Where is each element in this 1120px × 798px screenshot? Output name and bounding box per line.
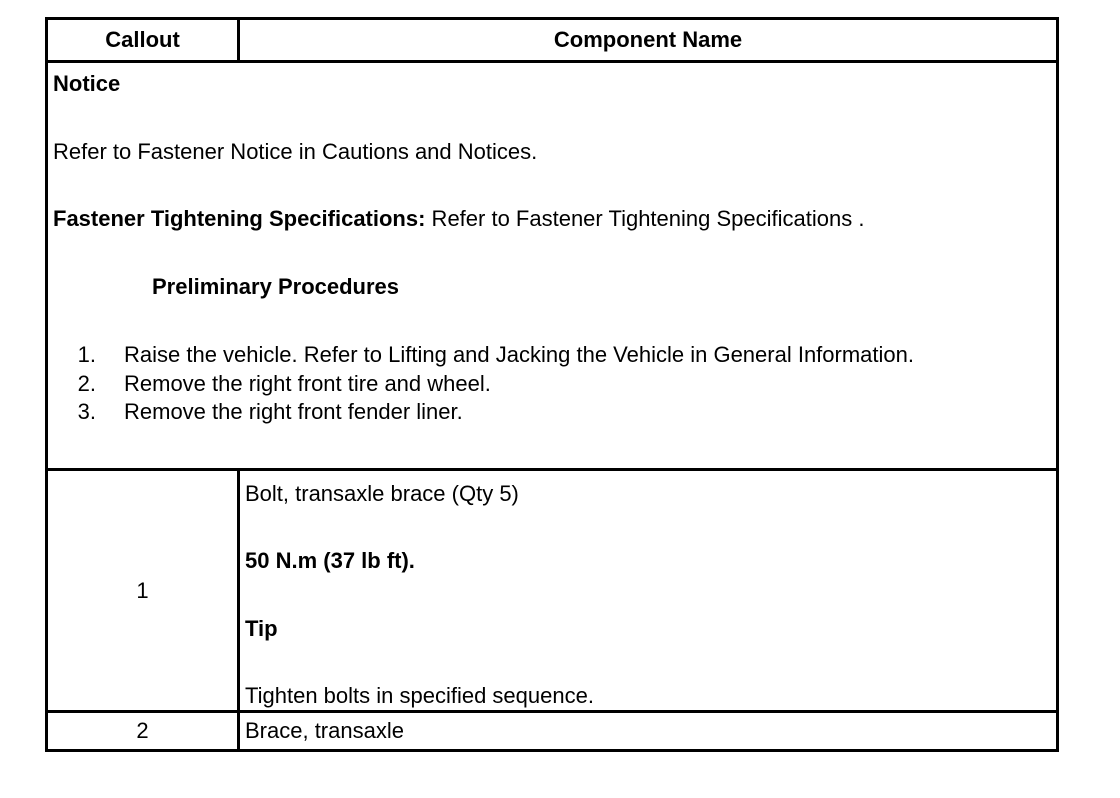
header-component-name: Component Name (553, 27, 743, 52)
torque-spec: 50 N.m (37 lb ft). (245, 548, 415, 573)
table-row (48, 710, 1056, 749)
component-name: Bolt, transaxle brace (Qty 5) (245, 481, 519, 506)
step-number: 2. (77, 371, 96, 396)
notice-text: Refer to Fastener Notice in Cautions and Notices. (53, 139, 538, 164)
fastener-spec-line (53, 206, 864, 232)
notice-section (48, 60, 1056, 468)
table-row (48, 468, 1056, 710)
procedure-step (48, 399, 463, 425)
procedure-step (48, 342, 914, 368)
step-text: Remove the right front tire and wheel. (124, 371, 491, 396)
callout-cell: 1 (48, 471, 240, 710)
table-header-row (48, 20, 1056, 60)
fastener-spec-label: Fastener Tightening Specifications: (53, 206, 426, 231)
step-number: 1. (77, 342, 96, 367)
procedure-step (48, 371, 491, 397)
step-text: Remove the right front fender liner. (124, 399, 463, 424)
step-text: Raise the vehicle. Refer to Lifting and Jacking the Vehicle in General Information. (124, 342, 915, 367)
tip-text: Tighten bolts in specified sequence. (245, 683, 594, 708)
header-callout: Callout (48, 20, 240, 60)
notice-title: Notice (53, 71, 121, 96)
preliminary-procedures-title: Preliminary Procedures (152, 274, 400, 299)
procedure-table (45, 17, 1059, 752)
fastener-spec-text: Refer to Fastener Tightening Specifications . (425, 206, 865, 231)
callout-cell: 2 (48, 713, 240, 749)
component-cell (240, 471, 1056, 710)
component-name: Brace, transaxle (245, 718, 404, 743)
step-number: 3. (77, 399, 96, 424)
tip-label: Tip (245, 616, 278, 641)
